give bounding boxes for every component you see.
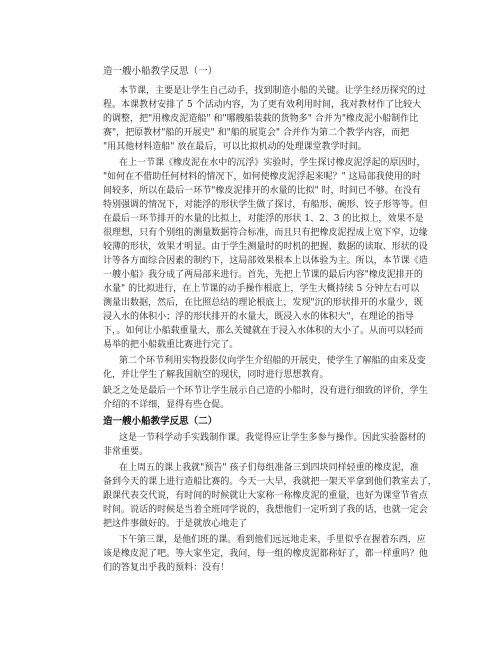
text-line: 本节课，主要是让学生自己动手，找到制造小船的关键。让学生经历探究的过: [119, 86, 426, 96]
text-line: 在上一节课《橡皮泥在水中的沉浮》实验时，学生探讨橡皮泥浮起的原因时，: [119, 158, 426, 168]
text-line: "用其他材料造船" 放在最后，可以比拟机动的处理课堂教学时间。: [103, 142, 367, 152]
text-line: 浸入水的体积小；浮的形状排开的水量大，既浸入水的体积大"，在理论的指导: [103, 312, 414, 322]
text-line: 特别强调的情况下，对能浮的形状学生做了探讨，有船形、碗形、饺子形等等。但: [103, 200, 428, 210]
text-line: 介绍的不详细，显得有些仓促。: [103, 400, 230, 410]
text-line: 一艘小船》我分成了两局部来进行。首先，先把上节课的最后内容"橡皮泥排开的: [103, 270, 423, 280]
text-line: 非常重要。: [103, 447, 149, 457]
text-line: 下午第三课，是他们班的课。看到他们远远地走来，手里似乎在握着东西，应: [119, 535, 426, 545]
text-line: 水量" 的比拟进行，在上节课的动手操作根底上，学生大概持续 5 分钟左右可以: [103, 284, 420, 294]
text-line: 们的答复出乎我的预料：没有！: [103, 563, 230, 573]
text-line: 下，。如何让小船载重量大，那么关键就在于浸入水体积的大小了。从而可以轻而: [103, 326, 424, 336]
text-line: 很理想，只有个别组的测量数据符合标准，而且只有把橡皮泥捏成上宽下窄，边缘: [103, 228, 428, 238]
text-line: 易举的把小船载重比赛进行完了。: [103, 340, 239, 350]
text-line: 较薄的形状，效果才明显。由于学生测量时的时机的把握、数据的读取、形状的设: [103, 242, 428, 252]
text-line: 备到今天的课上进行造船比赛的。今天一大早，我就把一架天平拿到他们教室去了，: [103, 477, 437, 487]
text-line: 的调整，把"用橡皮泥造船" 和"哪艘船装载的货物多" 合并为"橡皮泥小船制作比: [103, 114, 419, 124]
text-line: 把这件事做好的。于是就放心地走了: [103, 519, 248, 529]
text-line: 跟课代表交代说，有时间的时候就让大家称一称橡皮泥的重量，也好为课堂节省点: [103, 491, 428, 501]
text-line: 间较多，所以在最后一环节"橡皮泥排开的水量的比拟" 时，时间已不够。在没有: [103, 186, 421, 196]
text-line: 测量出数据，然后，在比照总结的理论根底上，发现"沉的形状排开的水量少，既: [103, 298, 423, 308]
text-line: 时间。说话的时候是当着全班同学说的，我想他们一定听到了我的话，也就一定会: [103, 505, 428, 515]
text-line: 缺乏之处是最后一个环节让学生展示自己造的小船时，没有进行细致的评价，学生: [103, 386, 428, 396]
text-line: 在上周五的课上我就"预告" 孩子们每组准备三到四块同样轻重的橡皮泥，准: [119, 463, 419, 473]
section-title-2: 造一艘小船教学反思（二）: [103, 416, 218, 427]
text-line: 第二个环节利用实物投影仪向学生介绍船的开展史，使学生了解船的由来及变: [119, 356, 426, 366]
text-line: "如何在不借助任何材料的情况下，如何使橡皮泥浮起来呢？" 这局部我使用的时: [103, 172, 421, 182]
text-line: 程。本课教材安排了 5 个活动内容，为了更有效利用时间，我对教材作了比较大: [103, 100, 422, 110]
text-line: 化，并让学生了解我国航空的现状，同时进行思想教育。: [103, 370, 329, 380]
text-line: 该是橡皮泥了吧。等大家坐定，我问，每一组的橡皮泥都称好了，都一样重吗？他: [103, 549, 428, 559]
section-title-1: 造一艘小船教学反思（一）: [103, 66, 218, 77]
text-line: 赛"，把原教材"船的开展史" 和"船的展览会" 合并作为第二个教学内容，而把: [103, 128, 410, 138]
text-line: 计等各方面综合因素的制约下，这局部效果根本上以体验为主。所以，本节课《造: [103, 256, 428, 266]
text-line: 在最后一环节排开的水量的比拟上，对能浮的形状 1、2、3 的比拟上，效果不是: [103, 214, 424, 224]
text-line: 这是一节科学动手实践制作课。我觉得应让学生多参与操作。因此实验器材的: [119, 433, 426, 443]
